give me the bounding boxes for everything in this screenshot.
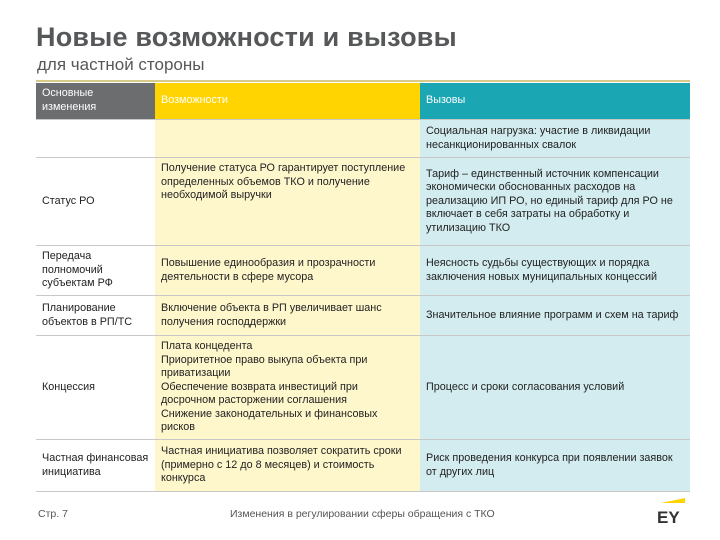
comparison-table: [36, 83, 690, 492]
table-row: [36, 440, 690, 492]
cell-challenge: Тариф – единственный источник компенсации экономически обоснованных расходов на реализацию ИП РО, но единый тариф для РО не включает в себя затраты на обработку и утилизацию ТКО: [420, 158, 690, 246]
table-row: [36, 120, 690, 158]
page-number: Стр. 7: [38, 508, 68, 520]
cell-challenge: Риск проведения конкурса при появлении заявок от других лиц: [420, 440, 690, 492]
table-row: [36, 246, 690, 296]
cell-change: Частная финансовая инициатива: [36, 440, 155, 492]
cell-challenge: Значительное влияние программ и схем на тариф: [420, 296, 690, 336]
cell-change: Передача полномочий субъектам РФ: [36, 246, 155, 296]
table-row: [36, 296, 690, 336]
cell-change: Концессия: [36, 336, 155, 440]
cell-opportunity: Повышение единообразия и прозрачности деятельности в сфере мусора: [155, 246, 420, 296]
cell-opportunity: Получение статуса РО гарантирует поступление определенных объемов ТКО и получение необходимой выручки: [155, 158, 420, 246]
title-divider: [36, 80, 690, 82]
table-header-row: [36, 83, 690, 120]
table-row: [36, 336, 690, 440]
cell-opportunity: [155, 120, 420, 158]
cell-change: Статус РО: [36, 158, 155, 246]
cell-change: [36, 120, 155, 158]
cell-challenge: Социальная нагрузка: участие в ликвидации несанкционированных свалок: [420, 120, 690, 158]
table-row: [36, 158, 690, 246]
cell-opportunity: Частная инициатива позволяет сократить сроки (примерно с 12 до 8 месяцев) и стоимость конкурса: [155, 440, 420, 492]
cell-challenge: Процесс и сроки согласования условий: [420, 336, 690, 440]
ey-logo-text: EY: [657, 508, 680, 525]
page-subtitle: для частной стороны: [37, 55, 205, 74]
footer-caption: Изменения в регулировании сферы обращения с ТКО: [230, 508, 495, 520]
cell-challenge: Неясность судьбы существующих и порядка заключения новых муниципальных концессий: [420, 246, 690, 296]
header-challenges: Вызовы: [420, 83, 690, 120]
header-changes: Основные изменения: [36, 83, 155, 120]
page-title: Новые возможности и вызовы: [36, 22, 457, 52]
header-opportunities: Возможности: [155, 83, 420, 120]
ey-logo-icon: [655, 497, 687, 525]
cell-opportunity: Включение объекта в РП увеличивает шанс получения господдержки: [155, 296, 420, 336]
cell-change: Планирование объектов в РП/ТС: [36, 296, 155, 336]
cell-opportunity: Плата концедента Приоритетное право выкупа объекта при приватизации Обеспечение возврата инвестиций при досрочном расторжении соглашения Снижение законодательных и финансовых рисков: [155, 336, 420, 440]
